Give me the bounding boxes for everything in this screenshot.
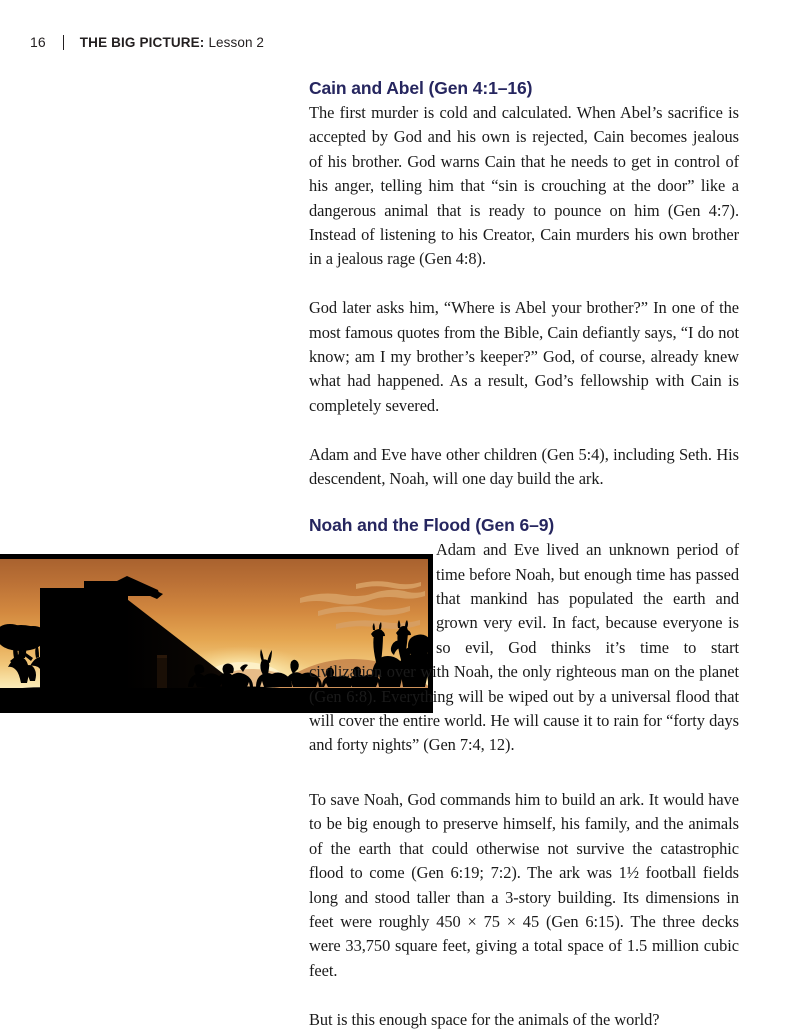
paragraph-cain-abel-1: The first murder is cold and calculated. When Abel’s sacrifice is accepted by God and his own is rejected, Cain becomes jealous of his brother. God warns Cain that he needs to get in control of his anger, telling him that “sin is crouching at the door” like a dangerous animal that is ready to pounce on him (Gen 4:7). Instead of listening to his Creator, Cain murders his own brother in a jealous rage (Gen 4:8).	[309, 102, 739, 269]
paragraph-noah-1-text: Adam and Eve lived an unknown period of time before Noah, but enough time has passed that mankind has populated the earth and grown very evil. In fact, because everyone is so evil, God thinks it’s time to start civilization over with Noah, the only righteous man on the planet (Gen 6:8). Everything will be wiped out by a universal flood that will cover the entire world. He will cause it to rain for “forty days and forty nights” (Gen 7:4, 12).	[309, 540, 739, 755]
running-head	[30, 32, 264, 52]
paragraph-noah-3: But is this enough space for the animals of the world?	[309, 1009, 660, 1029]
running-head-divider	[63, 35, 64, 50]
paragraph-cain-abel-3: Adam and Eve have other children (Gen 5:4), including Seth. His descendent, Noah, will one day build the ark.	[309, 444, 739, 488]
paragraph-noah-2: To save Noah, God commands him to build an ark. It would have to be big enough to preserve himself, his family, and the animals of the earth that could otherwise not survive the catastrophic flood to come (Gen 6:19; 7:2). The ark was 1½ football fields long and stood taller than a 3-story building. Its dimensions in feet were roughly 450 × 75 × 45 (Gen 6:15). The three decks were 33,750 square feet, giving a total space of 1.5 million cubic feet.	[309, 789, 739, 980]
lesson-label: Lesson 2	[208, 34, 265, 50]
paragraph-cain-abel-2: God later asks him, “Where is Abel your brother?” In one of the most famous quotes from the Bible, Cain defiantly says, “I do not know; am I my brother’s keeper?” God, of course, already knew what had happened. As a result, God’s fellowship with Cain is completely severed.	[309, 298, 739, 415]
text-column	[309, 78, 739, 1032]
section-heading-cain-and-abel: Cain and Abel (Gen 4:1–16)	[309, 78, 533, 98]
image-wrap-shim	[309, 538, 436, 656]
book-title: THE BIG PICTURE:	[79, 34, 205, 50]
paragraph-noah-1	[309, 538, 739, 758]
page-number: 16	[30, 34, 46, 50]
section-heading-noah-and-the-flood: Noah and the Flood (Gen 6–9)	[309, 515, 555, 536]
